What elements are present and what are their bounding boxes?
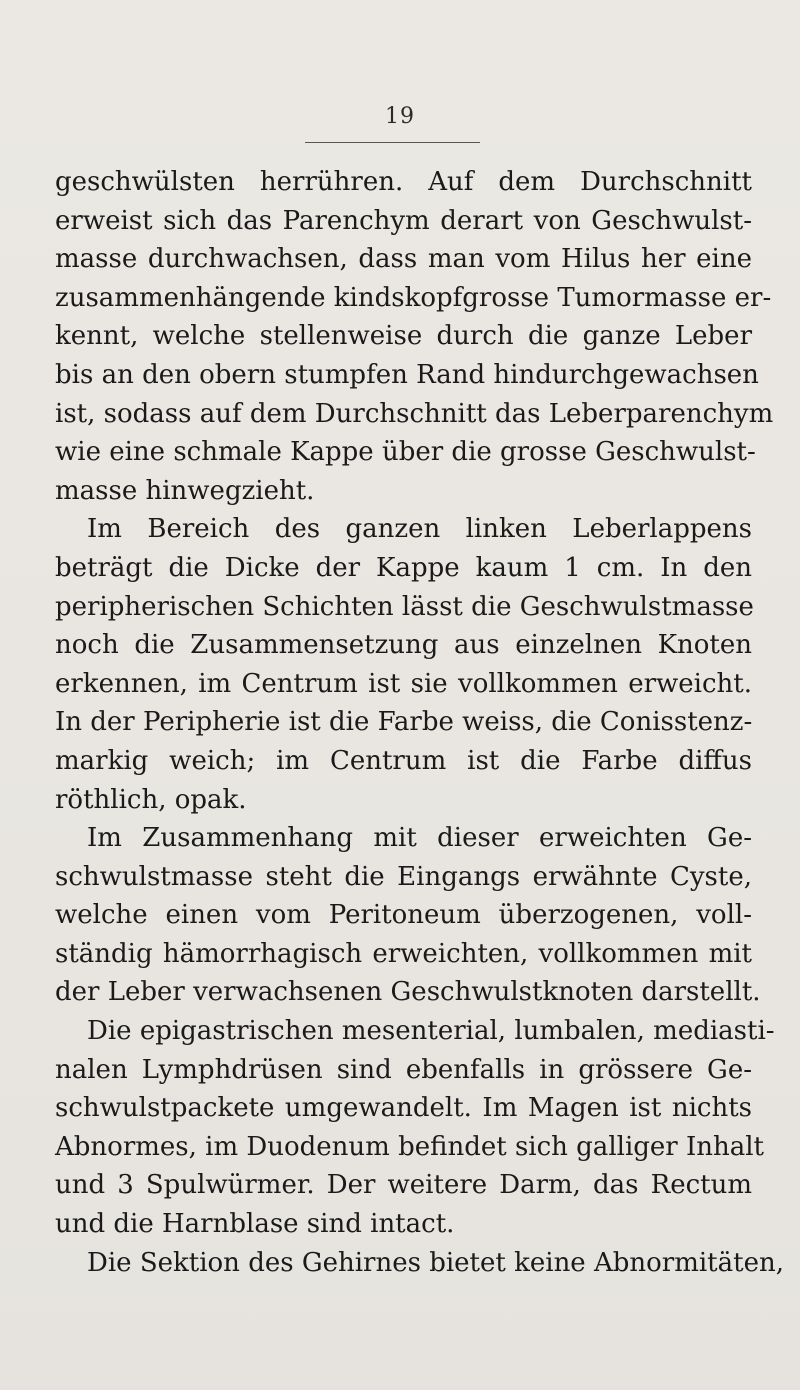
text-line: markig weich; im Centrum ist die Farbe diffus: [55, 745, 752, 776]
text-line: wie eine schmale Kappe über die grosse Geschwulst-: [55, 437, 756, 468]
text-line: erkennen, im Centrum ist sie vollkommen erweicht.: [55, 668, 752, 699]
text-line: schwulstpackete umgewandelt. Im Magen ist nichts: [55, 1093, 752, 1124]
text-line: Die Sektion des Gehirnes bietet keine Abnormitäten,: [87, 1247, 784, 1278]
text-line: Im Bereich des ganzen linken Leberlappens: [87, 514, 752, 545]
text-line: In der Peripherie ist die Farbe weiss, die Conisstenz-: [55, 707, 753, 738]
text-line: geschwülsten herrühren. Auf dem Durchschnitt: [55, 167, 752, 197]
text-line: peripherischen Schichten lässt die Geschwulstmasse: [55, 591, 754, 622]
text-line: röthlich, opak.: [55, 784, 247, 815]
text-line: schwulstmasse steht die Eingangs erwähnte Cyste,: [55, 861, 752, 892]
text-line: beträgt die Dicke der Kappe kaum 1 cm. In den: [55, 552, 752, 583]
body-text: [55, 163, 784, 1282]
text-line: ständig hämorrhagisch erweichten, vollkommen mit: [55, 938, 752, 969]
text-line: welche einen vom Peritoneum überzogenen, voll-: [55, 900, 752, 931]
text-line: zusammenhängende kindskopfgrosse Tumormasse er-: [55, 282, 772, 313]
text-line: nalen Lymphdrüsen sind ebenfalls in grössere Ge-: [55, 1054, 752, 1085]
text-line: und 3 Spulwürmer. Der weitere Darm, das Rectum: [55, 1170, 752, 1201]
page-number: 19: [385, 104, 415, 129]
text-line: erweist sich das Parenchym derart von Geschwulst-: [55, 205, 752, 236]
text-line: masse durchwachsen, dass man vom Hilus her eine: [55, 244, 752, 275]
text-line: Abnormes, im Duodenum befindet sich galliger Inhalt: [55, 1131, 765, 1162]
text-line: kennt, welche stellenweise durch die ganze Leber: [55, 321, 752, 352]
text-line: Im Zusammenhang mit dieser erweichten Ge-: [87, 823, 752, 854]
text-line: Die epigastrischen mesenterial, lumbalen, mediasti-: [87, 1016, 775, 1047]
text-line: und die Harnblase sind intact.: [55, 1209, 455, 1240]
text-line: masse hinwegzieht.: [55, 475, 315, 506]
text-line: ist, sodass auf dem Durchschnitt das Leberparenchym: [55, 398, 774, 429]
text-line: der Leber verwachsenen Geschwulstknoten darstellt.: [55, 977, 761, 1008]
text-line: noch die Zusammensetzung aus einzelnen Knoten: [55, 630, 752, 661]
text-line: bis an den obern stumpfen Rand hindurchgewachsen: [55, 359, 759, 390]
header-rule: [305, 142, 480, 143]
